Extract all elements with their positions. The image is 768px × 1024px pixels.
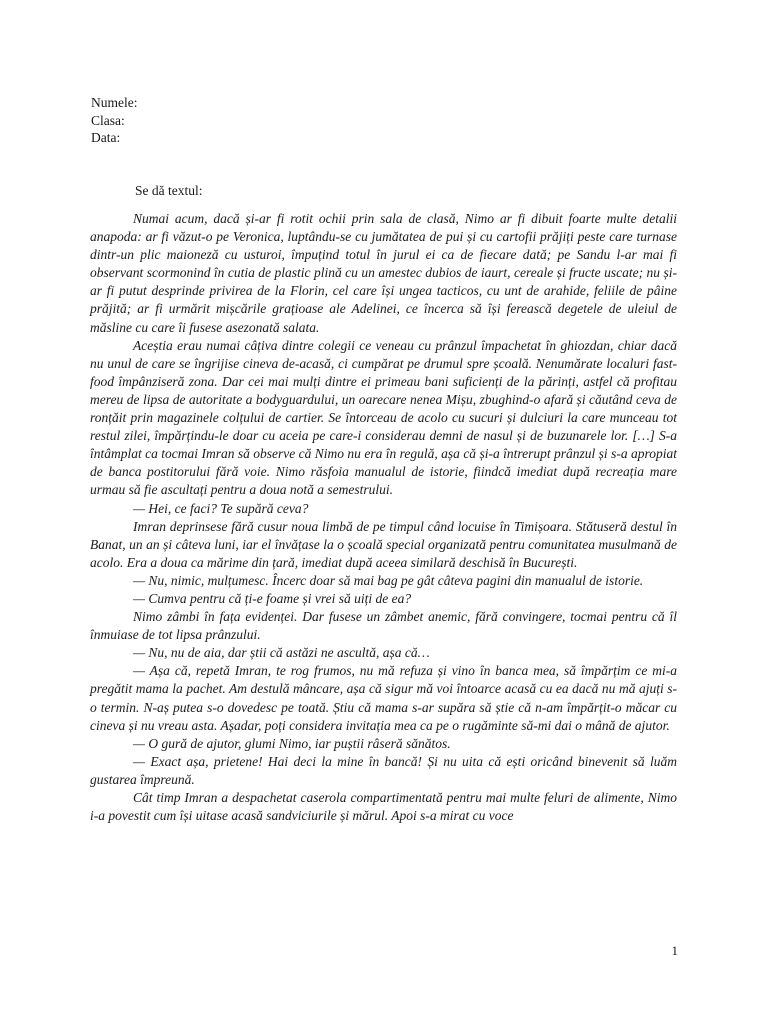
page-number: 1 (671, 943, 678, 958)
story-text (90, 210, 677, 825)
intro-line: Se dă textul: (135, 183, 203, 198)
student-info-header (91, 94, 138, 147)
paragraph: — Exact așa, prietene! Hai deci la mine în bancă! Și nu uita că ești oricând binevenit să luăm gustarea împreună. (90, 753, 677, 787)
paragraph: — Nu, nimic, mulțumesc. Încerc doar să mai bag pe gât câteva pagini din manualul de istorie. (133, 572, 644, 588)
paragraph: Cât timp Imran a despachetat caserola compartimentată pentru mai multe feluri de alimente, Nimo i-a povestit cum își uitase acasă sandviciurile și mărul. Apoi s-a mirat cu voce (90, 790, 677, 824)
paragraph: Aceștia erau numai câțiva dintre colegii ce veneau cu prânzul împachetat în ghiozdan, chiar dacă nu unul de care se îngrijise cineva de-acasă, ci cumpărat pe drumul spre școală. Nenumărate localuri fast-food împânziseră zona. Dar cei mai mulți dintre ei primeau bani suficienți de la părinți, astfel că profitau mereu de lipsa de autoritate a bodyguardului, un oarecare nenea Mișu, zbughind-o afară și căutând ceva de ronțăit prin magazinele colțului de cartier. Se întorceau de acolo cu sucuri și dulciuri la care munceau tot restul zilei, împărțindu-le doar cu aceia pe care-i considerau demni de nasul și de buzunarele lor. […] S-a întâmplat ca tocmai Imran să observe că Nimo nu era în regulă, așa că și-a întrerupt prânzul și s-a apropiat de banca postitorului fără voie. Nimo răsfoia manualul de istorie, fiindcă imediat după recreația mare urmau să fie ascultați pentru a doua notă a semestrului. (90, 337, 677, 498)
name-label: Numele: (91, 95, 138, 110)
paragraph: — Cumva pentru că ți-e foame și vrei să uiți de ea? (133, 590, 412, 606)
paragraph: — Așa că, repetă Imran, te rog frumos, nu mă refuza și vino în banca mea, să împărțim ce mi-a pregătit mama la pachet. Am destulă mâncare, așa că sigur mă voi întoarce acasă cu ea dacă nu mă ajuți s-o termin. N-aș putea s-o dovedesc pe toată. Știu că mama s-ar supăra să știe că n-am împărțit-o măcar cu cineva și nu vreau asta. Așadar, poți considera invitația mea ca pe o rugăminte să-mi dai o mână de ajutor. (90, 663, 677, 733)
paragraph: Imran deprinsese fără cusur noua limbă de pe timpul când locuise în Timișoara. Stătuseră destul în Banat, un an și câteva luni, iar el învățase la o școală special organizată pentru comunitatea musulmană de acolo. Era a doua ca mărime din țară, imediat după aceea similară deschisă în București. (90, 518, 677, 570)
paragraph: — Nu, nu de aia, dar știi că astăzi ne ascultă, așa că… (133, 645, 430, 661)
paragraph: Numai acum, dacă și-ar fi rotit ochii prin sala de clasă, Nimo ar fi dibuit foarte multe detalii anapoda: ar fi văzut-o pe Veronica, luptându-se cu jumătatea de pui și cu cartofii prăjiți peste care turnase dintr-un plic maioneză cu usturoi, împuțind totul în jurul ei ca de fiecare dată; pe Sandu l-ar mai fi observant scormonind în cutia de plastic plină cu un amestec dubios de iaurt, cereale și fructe uscate; nu și-ar fi putut desprinde privirea de la Florin, cel care își ungea tacticos, cu unt de arahide, feliile de pâine prăjită; ar fi urmărit mișcările grațioase ale Adelinei, ce încerca să își ferească degetele de uleiul de măsline cu care îi fusese asezonată salata. (90, 211, 677, 335)
paragraph: — Hei, ce faci? Te supără ceva? (133, 500, 309, 516)
paragraph: Nimo zâmbi în fața evidenței. Dar fusese un zâmbet anemic, fără convingere, tocmai pentru că îl înmuiase de tot lipsa prânzului. (90, 609, 677, 643)
date-label: Data: (91, 130, 121, 145)
paragraph: — O gură de ajutor, glumi Nimo, iar puștii râseră sănătos. (133, 735, 451, 751)
class-label: Clasa: (91, 112, 125, 128)
